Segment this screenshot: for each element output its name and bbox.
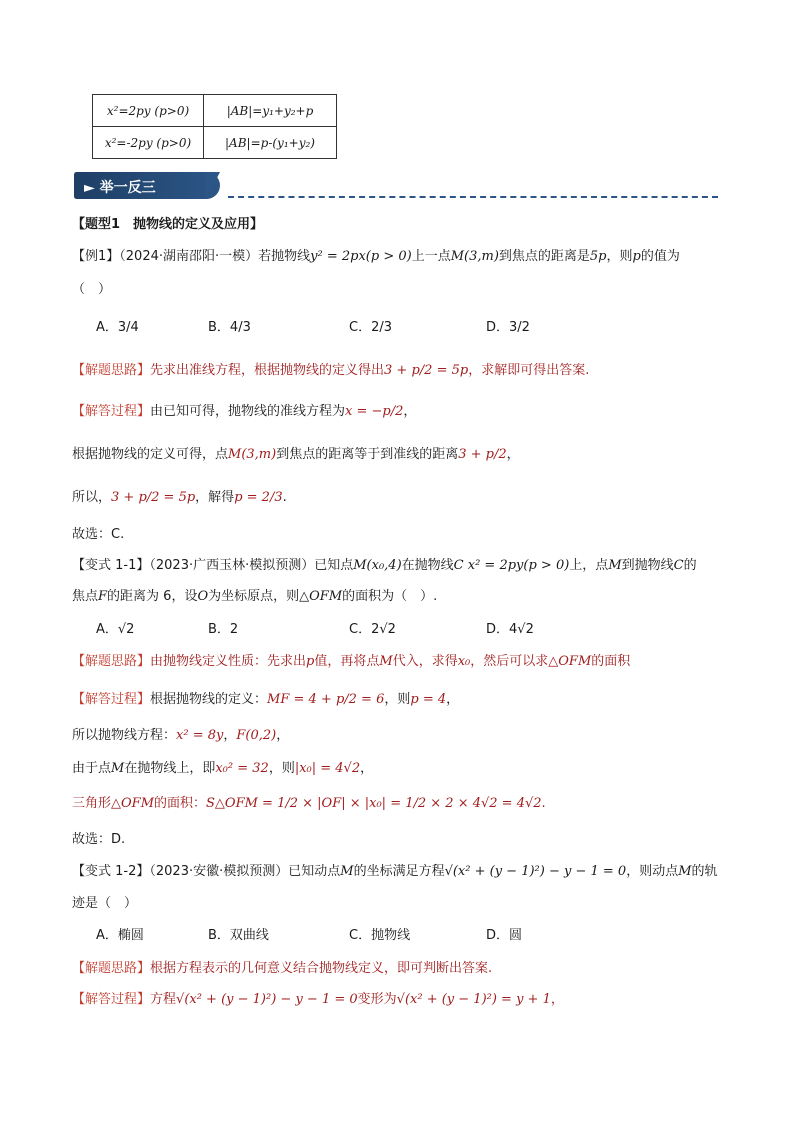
math: M(3,m) [450, 249, 499, 264]
dashed-divider [228, 196, 718, 198]
math: x² = 8y [176, 728, 224, 743]
math: △OFM [299, 589, 343, 604]
text: 的轨 [691, 864, 718, 879]
math: p [306, 654, 315, 669]
text: 代入，求得 [392, 654, 458, 669]
math: MF = 4 + p/2 = 6 [267, 692, 385, 707]
math: √(x² + (y − 1)²) − y − 1 = 0 [444, 864, 627, 879]
variant12-tag: 【变式 1-2】 [72, 864, 150, 879]
option-b: B．双曲线 [208, 928, 269, 943]
text: 的 [683, 558, 697, 573]
text: ， [403, 404, 417, 419]
option-b: B．2 [208, 622, 239, 637]
math: C [673, 558, 684, 573]
text: 故选：C. [72, 527, 125, 542]
math: △OFM [111, 796, 155, 811]
text: 变形为 [357, 992, 397, 1007]
table-row [93, 127, 337, 159]
example1-answer [72, 523, 124, 542]
variant12-question-line1 [72, 860, 718, 879]
text: 所以， [72, 490, 112, 505]
example1-tag: 【例1】 [72, 249, 120, 264]
focal-chord-table [92, 94, 337, 159]
example1-process-line2 [72, 443, 520, 462]
text: 到焦点的距离是 [498, 249, 590, 264]
process-label: 【解答过程】 [72, 404, 151, 419]
math: y² = 2px(p > 0) [310, 249, 412, 264]
option-c: C．2/3 [349, 320, 392, 335]
text: ，则动点 [626, 864, 679, 879]
text: 根据方程表示的几何意义结合抛物线定义，即可判断出答案. [150, 961, 493, 976]
text: 为坐标原点，则 [208, 589, 300, 604]
section-banner-title: ► 举一反三 [84, 180, 156, 196]
math: F [98, 589, 108, 604]
option-d: D．3/2 [486, 320, 530, 335]
text: ，解得 [195, 490, 235, 505]
option-d: D．4√2 [486, 622, 534, 637]
option-c: C．抛物线 [349, 928, 411, 943]
text: ，则 [268, 761, 295, 776]
math: M(x₀,4) [353, 558, 402, 573]
table-row [93, 95, 337, 127]
text: ， [506, 447, 520, 462]
text: . [541, 796, 546, 811]
text: 的坐标满足方程 [353, 864, 445, 879]
text: 的距离为 6，设 [107, 589, 198, 604]
text: ，则 [606, 249, 633, 264]
text: 由已知可得，抛物线的准线方程为 [150, 404, 346, 419]
text: 故选：D. [72, 832, 126, 847]
thinking-label: 【解题思路】 [72, 363, 151, 378]
text: 的面积： [154, 796, 207, 811]
table-cell-equation: x²=-2py (p>0) [93, 127, 204, 159]
variant11-source: （2023·广西玉林·模拟预测） [149, 558, 315, 573]
text: 的面积 [591, 654, 631, 669]
variant11-question-line2 [72, 585, 437, 604]
variant12-source: （2023·安徽·模拟预测） [149, 864, 289, 879]
text: 若抛物线 [258, 249, 311, 264]
math: 3 + p/2 [458, 447, 507, 462]
variant11-question-line1 [72, 554, 697, 573]
text: ， [360, 761, 374, 776]
text: 的值为 [640, 249, 680, 264]
math: M [340, 864, 354, 879]
math: △OFM [548, 654, 592, 669]
option-b: B．4/3 [208, 320, 251, 335]
math: 3 + p/2 = 5p [111, 490, 196, 505]
text: ， [550, 992, 564, 1007]
variant11-answer [72, 828, 125, 847]
math: M [379, 654, 393, 669]
text: 焦点 [72, 589, 99, 604]
text: 所以抛物线方程： [72, 728, 177, 743]
text: 由抛物线定义性质：先求出 [150, 654, 307, 669]
math: x₀ [457, 654, 471, 669]
math: M [678, 864, 692, 879]
math: M [111, 761, 125, 776]
math: 5p [589, 249, 607, 264]
text: ， [223, 728, 237, 743]
math: S△OFM = 1/2 × |OF| × |x₀| = 1/2 × 2 × 4√2 = 4√2 [206, 796, 542, 811]
text: . [282, 490, 287, 505]
math: p = 4 [410, 692, 447, 707]
text: 由于点 [72, 761, 112, 776]
variant11-process-line4 [72, 792, 546, 811]
text: 到抛物线 [621, 558, 674, 573]
variant11-process-line3 [72, 757, 373, 776]
variant12-process-line1 [72, 988, 564, 1007]
math: p = 2/3 [234, 490, 283, 505]
variant12-question-line2: 迹是（ ） [72, 896, 138, 911]
example1-process-line3 [72, 486, 287, 505]
thinking-label: 【解题思路】 [72, 654, 151, 669]
process-label: 【解答过程】 [72, 992, 151, 1007]
topic-heading: 【题型1 抛物线的定义及应用】 [72, 217, 264, 232]
text: 方程 [150, 992, 177, 1007]
math: M [608, 558, 622, 573]
option-a: A．椭圆 [96, 928, 144, 943]
math: x₀² = 32 [215, 761, 269, 776]
variant11-process-line1 [72, 688, 459, 707]
answer-paren: （ ） [72, 282, 112, 297]
text: 上，点 [569, 558, 609, 573]
text: 在抛物线上，即 [124, 761, 216, 776]
text: 已知动点 [288, 864, 341, 879]
variant12-thinking [72, 957, 492, 976]
example1-question-line1 [72, 245, 680, 264]
text: ， [276, 728, 290, 743]
math: O [197, 589, 209, 604]
text: 根据抛物线的定义可得，点 [72, 447, 229, 462]
example1-process-line1 [72, 400, 416, 419]
math: √(x² + (y − 1)²) − y − 1 = 0 [176, 992, 358, 1007]
math: C x² = 2py(p > 0) [453, 558, 570, 573]
math: 3 + p/2 = 5p [384, 363, 469, 378]
table-cell-chord-length: |AB|=p-(y₁+y₂) [204, 127, 337, 159]
table-cell-chord-length: |AB|=y₁+y₂+p [204, 95, 337, 127]
example1-thinking [72, 359, 589, 378]
text: 到焦点的距离等于到准线的距离 [276, 447, 459, 462]
option-a: A．3/4 [96, 320, 139, 335]
math: M(3,m) [228, 447, 277, 462]
example1-source: （2024·湖南邵阳·一模） [119, 249, 259, 264]
text: 上一点 [411, 249, 451, 264]
variant11-tag: 【变式 1-1】 [72, 558, 150, 573]
text: ， [446, 692, 460, 707]
text: 在抛物线 [401, 558, 454, 573]
math: p [632, 249, 641, 264]
text: 已知点 [314, 558, 354, 573]
text: ，求解即可得出答案. [468, 363, 590, 378]
math: |x₀| = 4√2 [294, 761, 361, 776]
text: 三角形 [72, 796, 112, 811]
table-cell-equation: x²=2py (p>0) [93, 95, 204, 127]
text: 的面积为（ ）. [342, 589, 438, 604]
math: F(0,2) [236, 728, 277, 743]
text: ，然后可以求 [470, 654, 549, 669]
section-banner-tail [206, 172, 220, 199]
process-label: 【解答过程】 [72, 692, 151, 707]
variant11-process-line2 [72, 724, 289, 743]
option-a: A．√2 [96, 622, 135, 637]
math: x = −p/2 [345, 404, 404, 419]
math: √(x² + (y − 1)²) = y + 1 [396, 992, 551, 1007]
text: 先求出准线方程，根据抛物线的定义得出 [150, 363, 385, 378]
variant11-thinking [72, 650, 630, 669]
text: 值，再将点 [314, 654, 380, 669]
option-c: C．2√2 [349, 622, 396, 637]
thinking-label: 【解题思路】 [72, 961, 151, 976]
text: ，则 [384, 692, 411, 707]
text: 根据抛物线的定义： [150, 692, 268, 707]
option-d: D．圆 [486, 928, 523, 943]
